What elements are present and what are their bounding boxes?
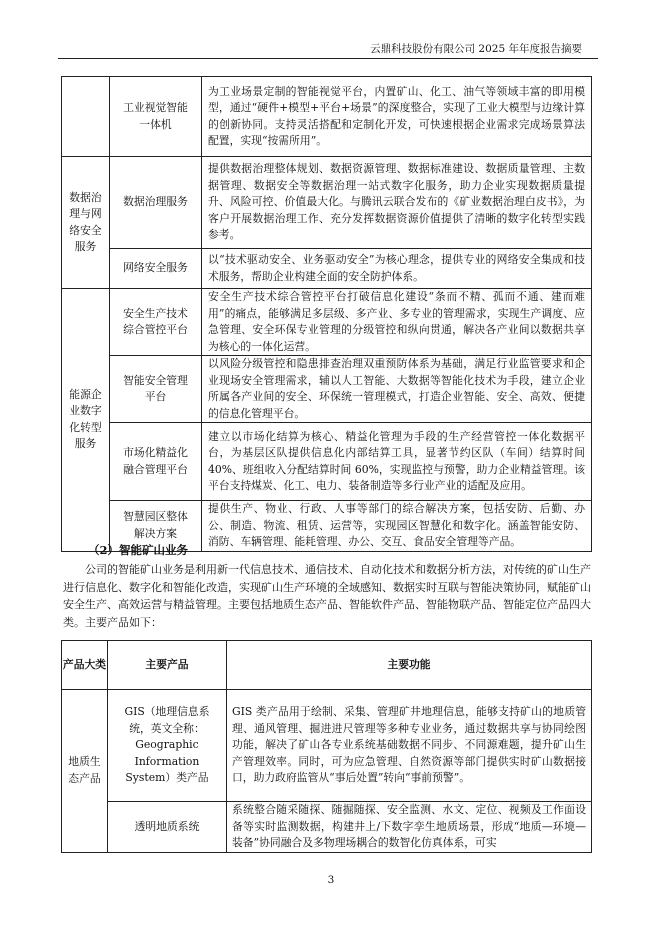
product-cell: 智能安全管理平台	[110, 356, 202, 423]
description-cell: 建立以市场化结算为核心、精益化管理为手段的生产经营管控一体化数据平台，为基层区队提供信息化内部结算工具，显著节约区队（车间）结算时间 40%、班组收入分配结算时间 60%，实现监控与预警，助力企业精益管理。该平台支持煤炭、化工、电力、装备制造等多行业产业的适配及应用。	[202, 423, 592, 501]
product-cell: 市场化精益化融合管理平台	[110, 423, 202, 501]
description-cell: GIS 类产品用于绘制、采集、管理矿井地理信息，能够支持矿山的地质管理、通风管理、掘进进尺管理等多种专业业务，通过数据共享与协同绘图功能，解决了矿山各专业系统基础数据不同步、不同源难题，提升矿山生产管理效率。同时，可为应急管理、自然资源等部门提供实时矿山数据接口，助力政府监管从“事后处置”转向“事前预警”。	[227, 690, 592, 802]
product-cell: 工业视觉智能一体机	[110, 77, 202, 157]
header-function: 主要功能	[227, 641, 592, 690]
mining-products-table	[61, 640, 592, 853]
category-cell: 数据治理与网络安全服务	[62, 157, 110, 289]
table-row	[62, 289, 592, 356]
product-cell: 安全生产技术综合管控平台	[110, 289, 202, 356]
section-title: （2）智能矿山业务	[88, 543, 189, 557]
description-cell: 以风险分级管控和隐患排查治理双重预防体系为基础，满足行业监管要求和企业现场安全管理需求，辅以人工智能、大数据等智能化技术为手段，建立企业所属各产业间的安全、环保统一管理模式，打造企业智能、安全、高效、便捷的信息化管理平台。	[202, 356, 592, 423]
description-cell: 以“技术驱动安全、业务驱动安全”为核心理念，提供专业的网络安全集成和技术服务，帮助企业构建全面的安全防护体系。	[202, 249, 592, 289]
product-cell: 数据治理服务	[110, 157, 202, 249]
category-cell: 能源企业数字化转型服务	[62, 289, 110, 552]
description-cell: 提供数据治理整体规划、数据资源管理、数据标准建设、数据质量管理、主数据管理、数据安全等数据治理一站式数字化服务，助力企业实现数据质量提升、风险可控、价值最大化。与腾讯云联合发布的《矿业数据治理白皮书》，为客户开展数据治理工作、充分发挥数据资源价值提供了清晰的数字化转型实践参考。	[202, 157, 592, 249]
description-cell: 系统整合随采随探、随掘随探、安全监测、水文、定位、视频及工作面设备等实时监测数据，构建井上/下数字孪生地质场景，形成“地质—环境—装备”协同融合及多物理场耦合的数智化仿真体系，可实	[227, 802, 592, 853]
services-table	[61, 76, 592, 552]
table-row	[62, 423, 592, 501]
table-row	[62, 356, 592, 423]
product-cell: 智慧园区整体解决方案	[110, 501, 202, 552]
header-divider	[58, 58, 598, 59]
category-cell: 地质生态产品	[62, 690, 108, 853]
product-cell: 网络安全服务	[110, 249, 202, 289]
category-cell	[62, 77, 110, 157]
table-row	[62, 249, 592, 289]
table-row	[62, 77, 592, 157]
description-cell: 安全生产技术综合管控平台打破信息化建设“条而不精、孤而不通、建而难用”的痛点，能够满足多层级、多产业、多专业的管理需求，实现生产调度、应急管理、安全环保专业管理的分级管控和纵向贯通，解决各产业间以数据共享为核心的一体化运营。	[202, 289, 592, 356]
product-cell: GIS（地理信息系统，英文全称：Geographic Information System）类产品	[108, 690, 227, 802]
description-cell: 提供生产、物业、行政、人事等部门的综合解决方案，包括安防、后勤、办公、制造、物流、租赁、运营等，实现园区智慧化和数字化。涵盖智能安防、消防、车辆管理、能耗管理、办公、交互、食品安全管理等产品。	[202, 501, 592, 552]
description-cell: 为工业场景定制的智能视觉平台，内置矿山、化工、油气等领域丰富的即用模型，通过“硬件+模型+平台+场景”的深度整合，实现了工业大模型与边缘计算的创新协同。支持灵活搭配和定制化开发，可快速根据企业需求完成场景算法配置，实现“按需所用”。	[202, 77, 592, 157]
table-row	[62, 690, 592, 802]
report-header-title: 云鼎科技股份有限公司 2025 年年度报告摘要	[370, 43, 582, 55]
product-cell: 透明地质系统	[108, 802, 227, 853]
header-category: 产品大类	[62, 641, 108, 690]
table-row	[62, 802, 592, 853]
table-row	[62, 157, 592, 249]
section-paragraph: 公司的智能矿山业务是利用新一代信息技术、通信技术、自动化技术和数据分析方法，对传统的矿山生产进行信息化、数字化和智能化改造，实现矿山生产环境的全域感知、数据实时互联与智能决策协同，赋能矿山安全生产、高效运营与精益管理。主要包括地质生态产品、智能软件产品、智能物联产品、智能定位产品四大类。主要产品如下：	[63, 563, 591, 629]
table-header-row	[62, 641, 592, 690]
page-number: 3	[327, 874, 335, 886]
header-product: 主要产品	[108, 641, 227, 690]
